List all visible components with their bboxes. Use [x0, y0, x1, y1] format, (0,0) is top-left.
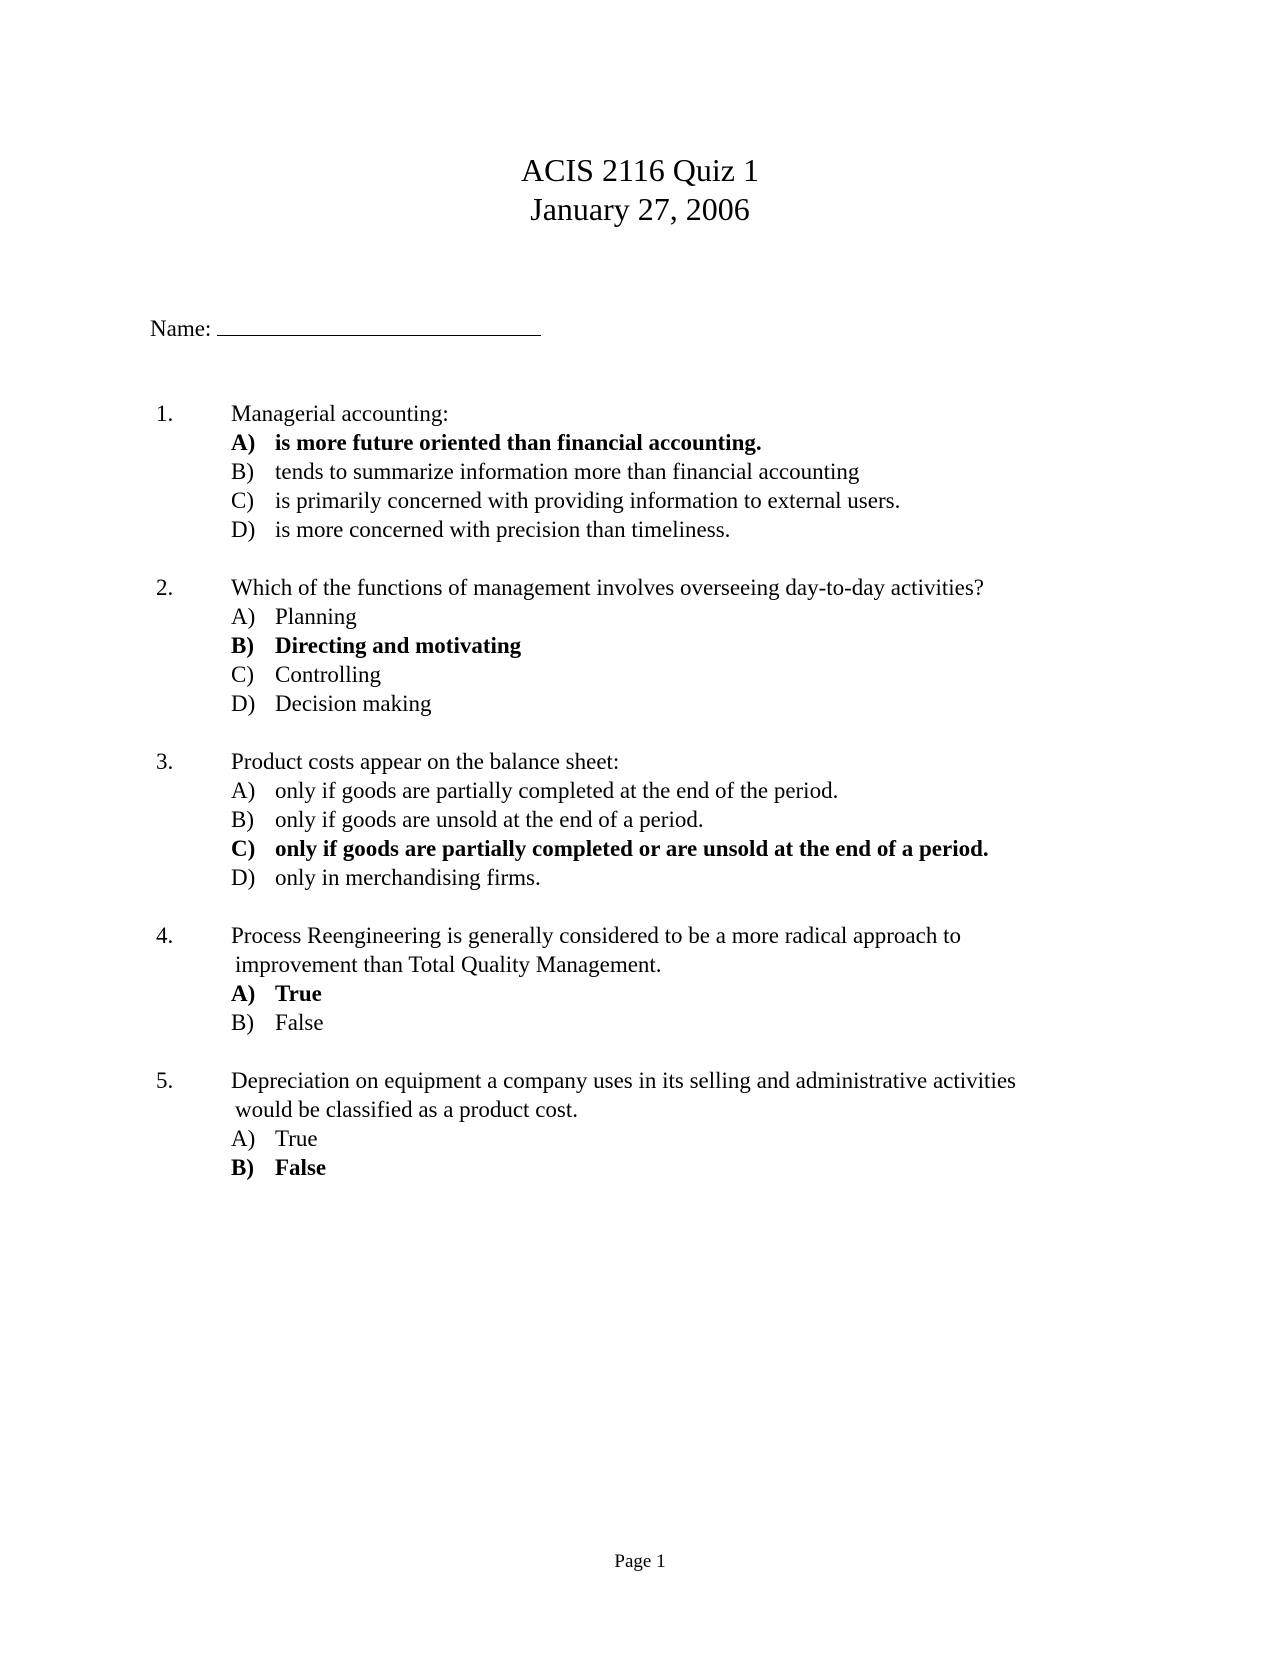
option-b	[231, 1008, 1111, 1037]
page-number: Page 1	[614, 1551, 666, 1572]
option-text: only if goods are partially completed or are unsold at the end of a period.	[275, 836, 989, 861]
question-text-line: Product costs appear on the balance sheet:	[231, 749, 620, 774]
question-text	[231, 921, 1111, 979]
option-letter: A)	[231, 1126, 256, 1151]
option-text: only if goods are partially completed at the end of the period.	[275, 778, 839, 803]
option-letter: D)	[231, 691, 256, 716]
option-text: False	[275, 1010, 324, 1035]
question-text-line: Managerial accounting:	[231, 401, 449, 426]
option-letter: C)	[231, 662, 254, 687]
option-c	[231, 834, 1111, 863]
option-a	[231, 602, 1111, 631]
name-label: Name:	[150, 316, 212, 341]
option-letter: A)	[231, 778, 256, 803]
option-c	[231, 486, 1111, 515]
question-text-line: Depreciation on equipment a company uses in its selling and administrative activities	[231, 1068, 1016, 1093]
option-text: is more future oriented than financial accounting.	[275, 430, 762, 455]
option-text: False	[275, 1155, 327, 1180]
option-text: True	[275, 1126, 318, 1151]
option-letter: A)	[231, 430, 256, 455]
option-text: Controlling	[275, 662, 382, 687]
name-blank-line[interactable]	[217, 313, 541, 336]
option-letter: B)	[231, 807, 254, 832]
option-d	[231, 515, 1111, 544]
option-b	[231, 631, 1111, 660]
option-c	[231, 660, 1111, 689]
option-letter: C)	[231, 836, 256, 861]
option-text: only in merchandising firms.	[275, 865, 541, 890]
question-text-line: would be classified as a product cost.	[235, 1097, 578, 1122]
option-text: Planning	[275, 604, 357, 629]
question-2	[0, 573, 1280, 718]
quiz-title: ACIS 2116 Quiz 1	[521, 152, 759, 188]
option-b	[231, 457, 1111, 486]
option-text: Decision making	[275, 691, 432, 716]
question-number: 1.	[156, 401, 174, 426]
question-4	[0, 921, 1280, 1037]
option-a	[231, 1124, 1111, 1153]
question-text	[231, 747, 1111, 776]
option-letter: D)	[231, 865, 256, 890]
question-number: 3.	[156, 749, 174, 774]
option-d	[231, 863, 1111, 892]
name-field-row	[150, 313, 541, 343]
question-list	[0, 399, 1280, 1211]
question-text	[231, 1066, 1111, 1124]
question-number: 4.	[156, 923, 174, 948]
question-number: 2.	[156, 575, 174, 600]
question-3	[0, 747, 1280, 892]
question-text	[231, 399, 1111, 428]
question-1	[0, 399, 1280, 544]
option-letter: B)	[231, 633, 254, 658]
option-a	[231, 428, 1111, 457]
option-text: only if goods are unsold at the end of a period.	[275, 807, 704, 832]
option-text: is more concerned with precision than timeliness.	[275, 517, 731, 542]
option-text: is primarily concerned with providing information to external users.	[275, 488, 901, 513]
question-text-line: Process Reengineering is generally considered to be a more radical approach to	[231, 923, 961, 948]
option-text: True	[275, 981, 322, 1006]
question-text-line: Which of the functions of management involves overseeing day-to-day activities?	[231, 575, 985, 600]
option-letter: B)	[231, 1155, 254, 1180]
option-letter: D)	[231, 517, 256, 542]
option-letter: A)	[231, 604, 256, 629]
quiz-date: January 27, 2006	[530, 191, 750, 227]
option-letter: B)	[231, 1010, 254, 1035]
question-number: 5.	[156, 1068, 174, 1093]
option-d	[231, 689, 1111, 718]
question-5	[0, 1066, 1280, 1182]
option-b	[231, 1153, 1111, 1182]
option-letter: B)	[231, 459, 254, 484]
option-letter: C)	[231, 488, 254, 513]
option-b	[231, 805, 1111, 834]
option-a	[231, 979, 1111, 1008]
question-text	[231, 573, 1111, 602]
question-text-line: improvement than Total Quality Management.	[235, 952, 662, 977]
option-a	[231, 776, 1111, 805]
option-text: Directing and motivating	[275, 633, 522, 658]
option-text: tends to summarize information more than financial accounting	[275, 459, 860, 484]
option-letter: A)	[231, 981, 256, 1006]
